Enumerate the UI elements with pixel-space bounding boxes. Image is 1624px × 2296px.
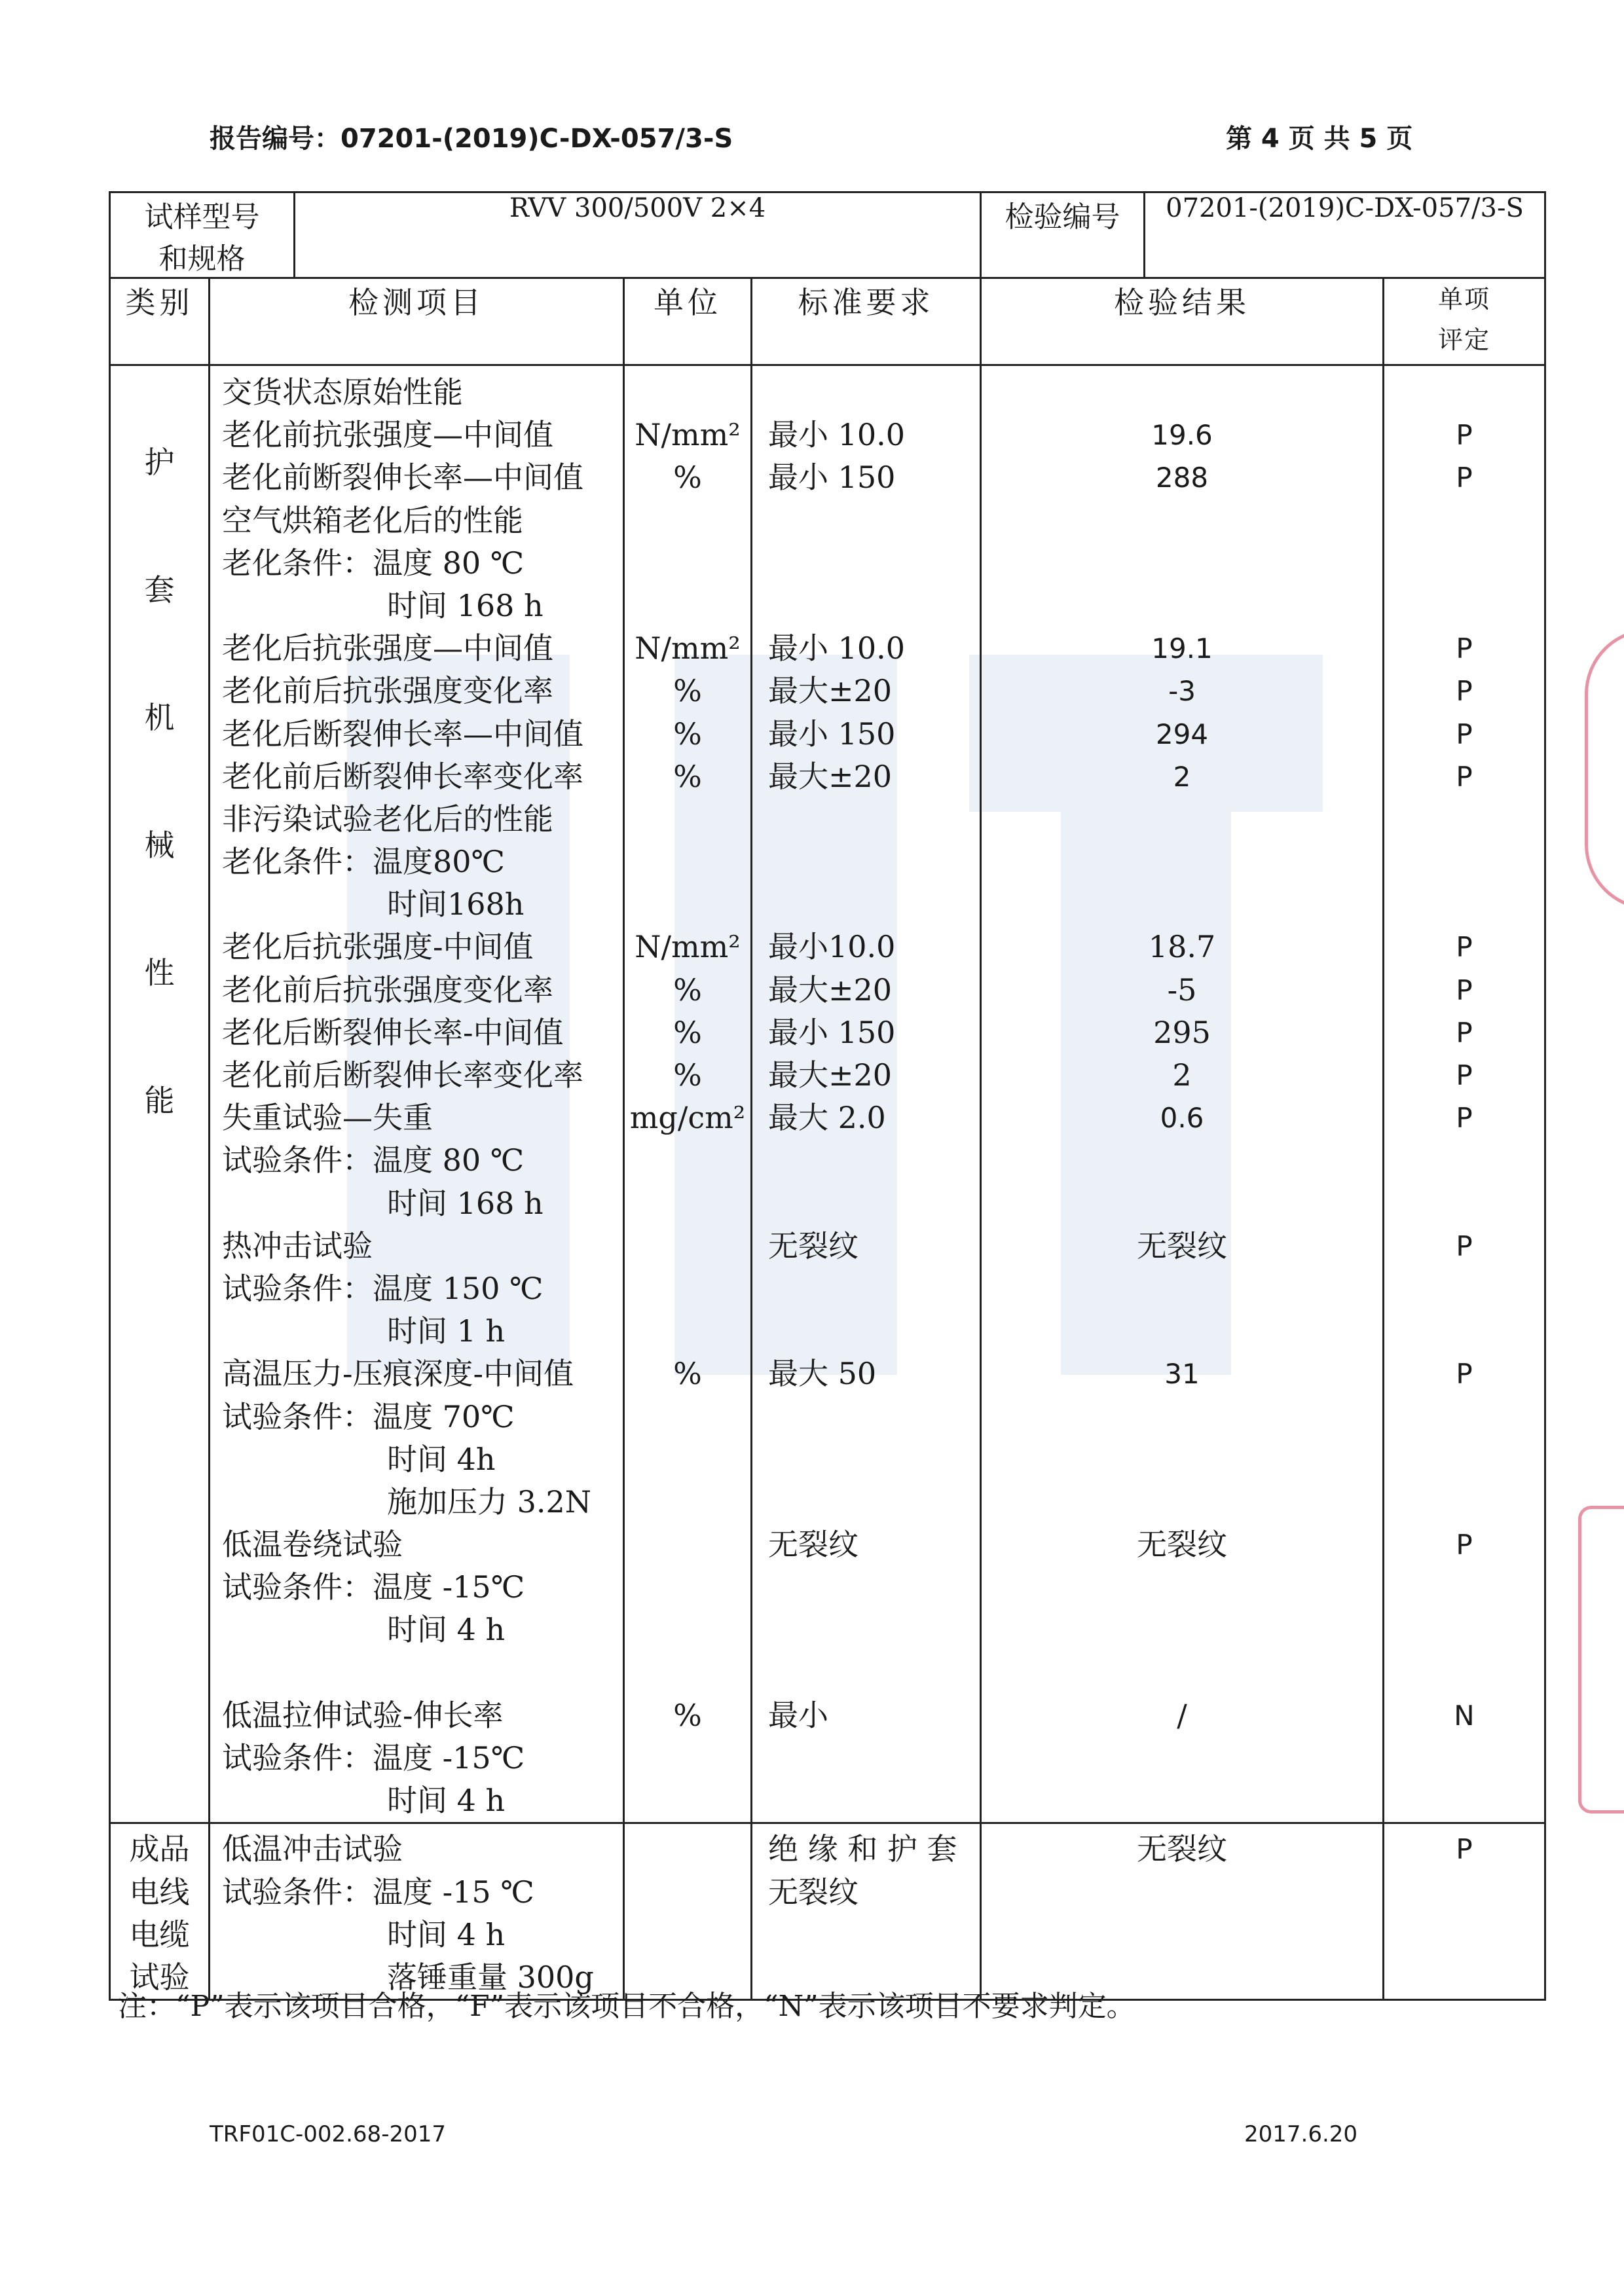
result-value [982,1267,1382,1310]
inspection-no-label: 检验编号 [981,192,1145,278]
result-value [982,1566,1382,1609]
test-item: 老化后断裂伸长率—中间值 [222,716,583,752]
eval-value [1384,1481,1544,1523]
result-value: 无裂纹 [1137,1527,1228,1563]
result-value: 19.6 [1151,419,1213,452]
eval-value [1384,500,1544,542]
result-value: 无裂纹 [1137,1228,1228,1264]
test-item: 交货状态原始性能 [222,374,463,410]
test-item: 老化前后抗张强度变化率 [222,972,553,1008]
result-value [982,1779,1382,1822]
eval-value: N [1454,1699,1475,1732]
eval-value: P [1456,632,1473,665]
col-eval [1384,278,1545,365]
cable-eval: P [1456,1833,1473,1866]
unit-value [625,1225,750,1267]
eval-value: P [1456,419,1473,452]
result-value [982,1481,1382,1523]
unit-value [625,585,750,627]
result-value [982,585,1382,627]
unit-value [625,1396,750,1438]
eval-value: P [1456,1102,1473,1135]
test-item: 热冲击试验 [222,1228,373,1264]
result-value [982,542,1382,585]
test-item: 低温拉伸试验-伸长率 [222,1697,504,1733]
standard-value [752,841,980,883]
unit-value: % [673,1014,702,1050]
standard-value [752,371,980,414]
result-value [982,1652,1382,1694]
standard-value [752,1139,980,1182]
cable-standard-column [752,1823,981,2000]
category-char: 械 [144,828,175,863]
unit-value: % [673,673,702,709]
unit-value: N/mm² [635,929,741,965]
test-item: 时间 1 h [387,1313,506,1349]
standard-value [752,1566,980,1609]
test-item: 非污染试验老化后的性能 [222,801,553,837]
unit-value [625,1438,750,1481]
unit-value: % [673,1057,702,1093]
inspection-no-value: 07201-(2019)C-DX-057/3-S [1145,192,1545,278]
cable-eval-column [1384,1823,1545,2000]
standard-value [752,798,980,841]
seal-stamp-lower [1578,1506,1624,1813]
eval-value [1384,542,1544,585]
result-value: 294 [1155,718,1209,750]
test-item: 时间 168 h [387,1185,544,1221]
test-item: 老化前抗张强度—中间值 [222,417,553,453]
test-item: 时间 4 h [387,1612,506,1648]
unit-value [625,1523,750,1566]
standard-value [752,585,980,627]
category-line: 成品 [129,1831,190,1867]
eval-value [1384,1438,1544,1481]
finished-cable-section [110,1823,1545,2000]
sheath-mechanical-section [110,365,1545,1823]
test-item: 高温压力-压痕深度-中间值 [222,1356,574,1392]
eval-value: P [1456,1358,1473,1391]
result-value: 295 [1153,1014,1211,1050]
unit-value [625,883,750,926]
standard-value: 最小 150 [768,716,896,752]
unit-value [625,1779,750,1822]
unit-value [625,1737,750,1779]
form-date: 2017.6.20 [1244,2121,1358,2147]
standard-value: 无裂纹 [768,1874,858,1910]
unit-value: % [673,460,702,496]
test-item: 老化后抗张强度-中间值 [222,929,534,965]
standard-value: 最小 [768,1697,828,1733]
standard-value [752,1609,980,1651]
eval-value [1384,371,1544,414]
result-value [982,1438,1382,1481]
col-standard: 标准要求 [752,278,981,365]
result-value: 2 [1173,760,1191,793]
result-value [982,1310,1382,1353]
unit-value [625,371,750,414]
test-item: 试验条件：温度 -15℃ [222,1740,525,1776]
eval-value [1384,883,1544,926]
model-label-line2: 和规格 [158,242,246,276]
standard-value: 最大±20 [768,1057,893,1093]
eval-value: P [1456,1230,1473,1262]
unit-value [625,798,750,841]
standard-value [752,1396,980,1438]
test-item: 老化条件：温度80℃ [222,844,505,880]
result-value [982,1396,1382,1438]
standard-value [752,1652,980,1694]
unit-value: mg/cm² [629,1100,746,1136]
category-char: 护 [144,445,175,480]
form-number: TRF01C-002.68-2017 [210,2121,446,2147]
test-item: 老化前断裂伸长率—中间值 [222,460,583,496]
eval-value: P [1456,760,1473,793]
result-value [982,1139,1382,1182]
result-value [982,1182,1382,1225]
standard-value [752,542,980,585]
standard-value: 无裂纹 [768,1228,858,1264]
items-column [210,365,624,1823]
report-number: 报告编号：07201-(2019)C-DX-057/3-S [210,124,733,154]
result-value [982,883,1382,926]
standard-value: 最小 150 [768,1014,896,1050]
result-value: 0.6 [1160,1102,1204,1135]
cable-units-column [624,1823,752,2000]
category-sheath-mechanical [110,365,210,1823]
test-item: 试验条件：温度 -15℃ [222,1569,525,1605]
sample-info-row [110,192,1545,278]
eval-value: P [1456,1529,1473,1561]
test-item: 低温冲击试验 [222,1831,403,1867]
standard-value [752,883,980,926]
unit-value: N/mm² [635,630,741,666]
col-category: 类别 [110,278,210,365]
standard-value: 最大 50 [768,1356,877,1392]
test-item: 老化前后抗张强度变化率 [222,673,553,709]
col-eval-line2: 评定 [1438,325,1491,354]
cable-result: 无裂纹 [1137,1831,1228,1867]
unit-value: % [673,716,702,752]
result-value: 288 [1155,462,1209,494]
standard-value [752,1737,980,1779]
test-item: 老化后断裂伸长率-中间值 [222,1014,564,1050]
test-item: 试验条件：温度 150 ℃ [222,1270,544,1306]
standard-value: 最小10.0 [768,929,896,965]
category-line: 电线 [129,1874,190,1910]
eval-value [1384,1310,1544,1353]
test-item: 失重试验—失重 [222,1100,433,1136]
test-item: 时间 4h [387,1441,496,1477]
result-value [982,841,1382,883]
eval-value [1384,1566,1544,1609]
test-item: 施加压力 3.2N [387,1484,592,1520]
eval-value [1384,1652,1544,1694]
result-column [981,365,1384,1823]
category-char: 能 [144,1083,175,1118]
standard-value [752,1182,980,1225]
eval-value [1384,585,1544,627]
cable-items-column [210,1823,624,2000]
category-line: 电缆 [129,1916,190,1952]
test-item: 老化条件：温度 80 ℃ [222,545,525,581]
unit-value: % [673,972,702,1008]
unit-value [625,1267,750,1310]
eval-value [1384,1267,1544,1310]
standard-value: 最小 10.0 [768,417,906,453]
eval-value [1384,1396,1544,1438]
test-item: 老化前后断裂伸长率变化率 [222,1057,583,1093]
result-value: 2 [1172,1057,1192,1093]
eval-value: P [1456,1059,1473,1091]
eval-value [1384,1779,1544,1822]
unit-value [625,1139,750,1182]
unit-value: % [673,1697,702,1733]
eval-value [1384,1182,1544,1225]
category-char: 性 [144,955,175,991]
unit-value [625,1310,750,1353]
unit-value [625,1652,750,1694]
test-item: 时间 4 h [387,1916,506,1952]
eval-value [1384,1139,1544,1182]
test-item: 试验条件：温度 70℃ [222,1398,515,1434]
standard-column [752,365,981,1823]
col-unit: 单位 [624,278,752,365]
test-item: 试验条件：温度 -15 ℃ [222,1874,534,1910]
model-label-cell [110,192,295,278]
category-finished-cable [110,1823,210,2000]
footnote: 注：“P”表示该项目合格，“F”表示该项目不合格，“N”表示该项目不要求判定。 [118,1990,1135,2023]
col-eval-line1: 单项 [1438,285,1491,314]
units-column [624,365,752,1823]
eval-value: P [1456,1016,1473,1049]
test-item: 时间 168 h [387,587,544,623]
test-item: 落锤重量 300g [387,1959,594,1995]
test-item [210,1652,623,1694]
eval-value: P [1456,974,1473,1006]
result-value: -3 [1168,675,1196,708]
standard-value [752,500,980,542]
result-value [982,371,1382,414]
model-label-line1: 试样型号 [144,200,260,234]
unit-value: % [673,1356,702,1392]
result-value: -5 [1167,972,1197,1008]
unit-value [625,841,750,883]
page-indicator: 第 4 页 共 5 页 [1226,124,1413,154]
test-item: 老化前后断裂伸长率变化率 [222,758,583,794]
unit-value [625,1182,750,1225]
unit-value [625,1609,750,1651]
column-header-row [110,278,1545,365]
standard-value [752,1438,980,1481]
eval-value: P [1456,718,1473,750]
test-report-table [109,191,1546,2001]
standard-value: 最小 150 [768,460,896,496]
test-item: 时间168h [387,886,525,922]
col-result: 检验结果 [981,278,1384,365]
eval-value [1384,798,1544,841]
result-value [982,500,1382,542]
test-item: 老化后抗张强度—中间值 [222,630,553,666]
seal-stamp-upper [1585,629,1624,910]
standard-value [752,1267,980,1310]
test-item: 时间 4 h [387,1783,506,1819]
test-item: 空气烘箱老化后的性能 [222,502,523,538]
standard-value [752,1310,980,1353]
standard-value: 最小 10.0 [768,630,906,666]
unit-value [625,500,750,542]
category-char: 套 [144,572,175,608]
standard-value: 绝 缘 和 护 套 [768,1831,957,1867]
test-item: 低温卷绕试验 [222,1527,403,1563]
result-value [982,1737,1382,1779]
unit-value [625,1481,750,1523]
col-item: 检测项目 [210,278,624,365]
model-value: RVV 300/500V 2×4 [295,192,981,278]
test-item: 试验条件：温度 80 ℃ [222,1142,525,1178]
category-char: 机 [144,700,175,735]
result-value: / [1177,1697,1187,1733]
standard-value: 最大±20 [768,758,893,794]
eval-value: P [1456,675,1473,708]
eval-value: P [1456,931,1473,964]
unit-value: N/mm² [635,417,741,453]
category-line: 试验 [129,1959,190,1995]
result-value: 18.7 [1148,929,1216,965]
result-value [982,798,1382,841]
unit-value [625,1566,750,1609]
standard-value: 最大 2.0 [768,1100,886,1136]
result-value [982,1609,1382,1651]
eval-column [1384,365,1545,1823]
eval-value [1384,1609,1544,1651]
result-value: 31 [1164,1358,1200,1391]
standard-value [752,1779,980,1822]
unit-value [625,542,750,585]
eval-value [1384,1737,1544,1779]
standard-value: 最大±20 [768,673,893,709]
standard-value: 无裂纹 [768,1527,858,1563]
standard-value [752,1481,980,1523]
eval-value: P [1456,462,1473,494]
result-value: 19.1 [1151,632,1213,665]
unit-value: % [673,758,702,794]
standard-value: 最大±20 [768,972,893,1008]
eval-value [1384,841,1544,883]
cable-result-column [981,1823,1384,2000]
